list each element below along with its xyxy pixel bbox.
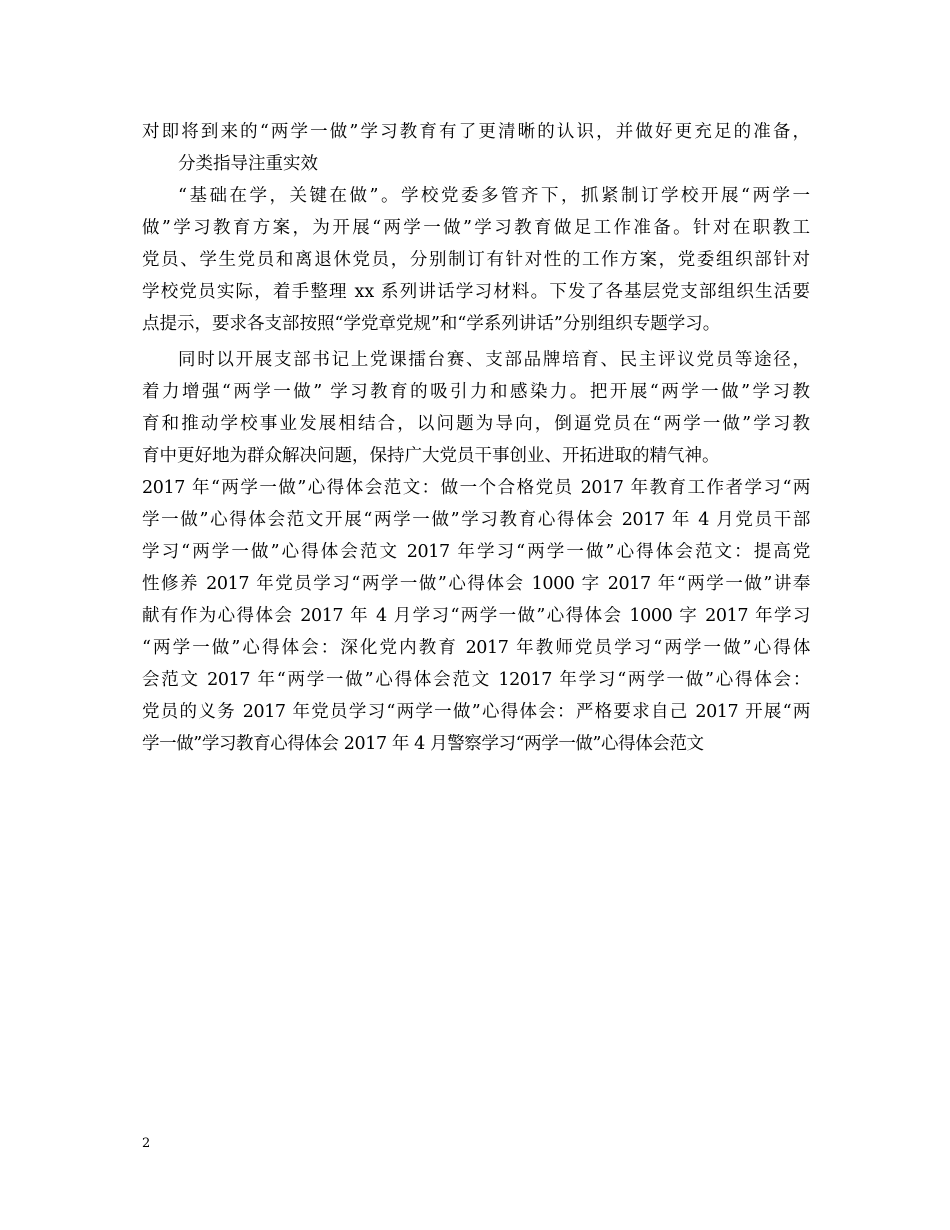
section-heading: 分类指导注重实效 — [178, 154, 318, 174]
text-line: 对即将到来的“两学一做”学习教育有了更清晰的认识，并做好更充足的准备， — [142, 122, 810, 142]
page-number: 2 — [142, 1136, 151, 1151]
text-line: 学校党员实际，着手整理 xx 系列讲话学习材料。下发了各基层党支部组织生活要 — [142, 282, 810, 302]
text-line: 育和推动学校事业发展相结合，以问题为导向，倒逼党员在“两学一做”学习教 — [142, 414, 810, 434]
text-line: 育中更好地为群众解决问题，保持广大党员干事创业、开拓进取的精气神。 — [142, 446, 720, 466]
text-line: 2017 年“两学一做”心得体会范文：做一个合格党员 2017 年教育工作者学习“两 — [142, 478, 810, 498]
text-line: 献有作为心得体会 2017 年 4 月学习“两学一做”心得体会 1000 字 2017 年学习 — [142, 606, 810, 626]
text-line: 做”学习教育方案，为开展“两学一做”学习教育做足工作准备。针对在职教工 — [142, 218, 810, 238]
text-line: 会范文 2017 年“两学一做”心得体会范文 12017 年学习“两学一做”心得体会： — [142, 670, 810, 690]
text-line: 学一做”心得体会范文开展“两学一做”学习教育心得体会 2017 年 4 月党员干部 — [142, 510, 810, 530]
text-line: “基础在学，关键在做”。学校党委多管齐下，抓紧制订学校开展“两学一 — [178, 186, 810, 206]
text-line: 党员的义务 2017 年党员学习“两学一做”心得体会：严格要求自己 2017 开展“两 — [142, 702, 810, 722]
text-line: “两学一做”心得体会：深化党内教育 2017 年教师党员学习“两学一做”心得体 — [142, 638, 810, 658]
text-line: 点提示，要求各支部按照“学党章党规”和“学系列讲话”分别组织专题学习。 — [142, 314, 721, 334]
document-body — [142, 116, 810, 760]
text-line: 性修养 2017 年党员学习“两学一做”心得体会 1000 字 2017 年“两学一做”讲奉 — [142, 574, 810, 594]
text-line: 学习“两学一做”心得体会范文 2017 年学习“两学一做”心得体会范文：提高党 — [142, 542, 810, 562]
text-line: 着力增强“两学一做” 学习教育的吸引力和感染力。把开展“两学一做”学习教 — [142, 382, 810, 402]
text-line: 学一做”学习教育心得体会 2017 年 4 月警察学习“两学一做”心得体会范文 — [142, 734, 704, 754]
text-line: 同时以开展支部书记上党课擂台赛、支部品牌培育、民主评议党员等途径， — [178, 350, 810, 370]
text-line: 党员、学生党员和离退休党员，分别制订有针对性的工作方案，党委组织部针对 — [142, 250, 810, 270]
